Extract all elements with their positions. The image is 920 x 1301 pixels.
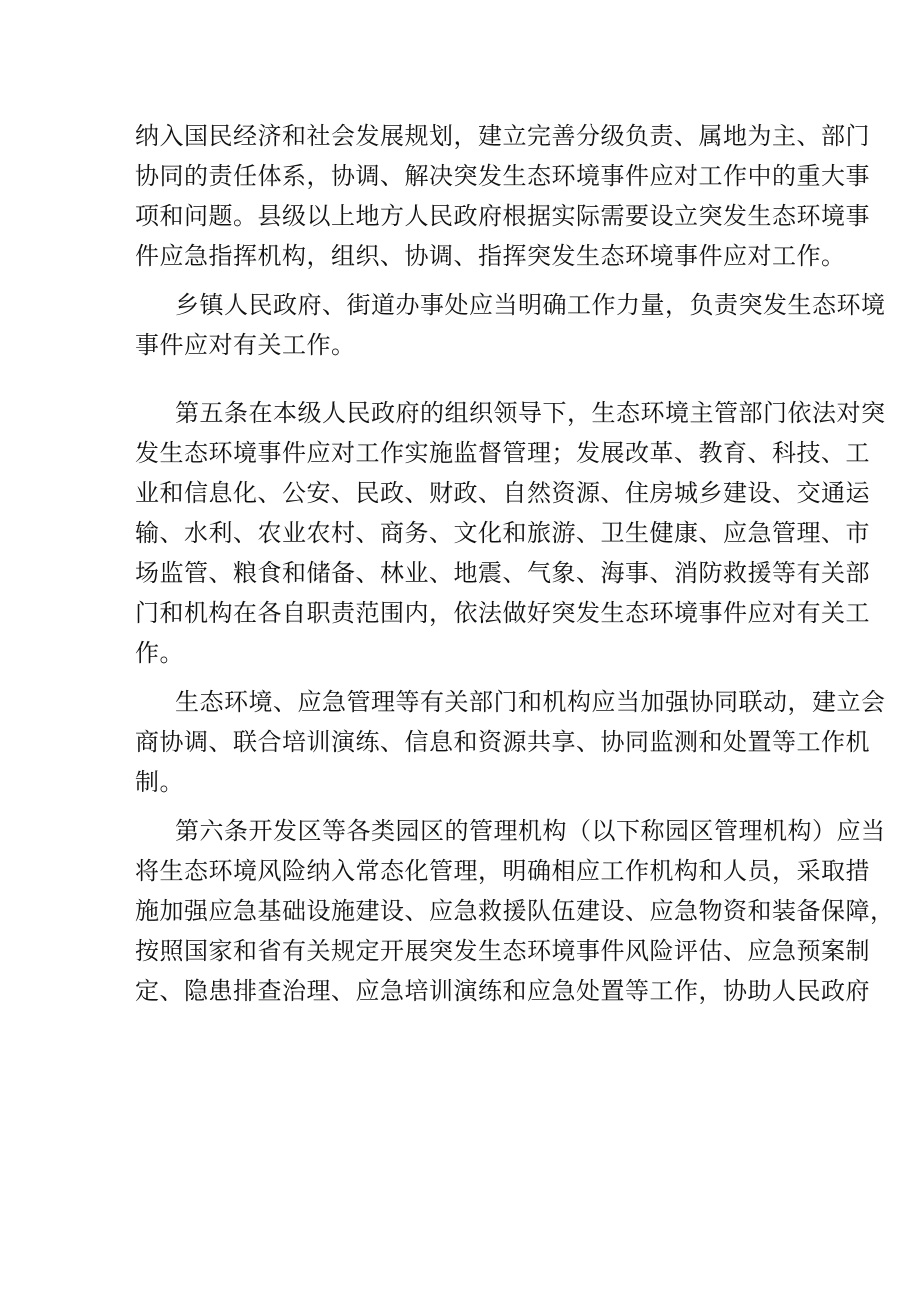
paragraph-continued	[135, 116, 870, 276]
text-line: 场监管、粮食和储备、林业、地震、气象、海事、消防救援等有关部	[135, 559, 870, 587]
paragraph-article-6	[135, 811, 895, 1011]
text-line: 乡镇人民政府、街道办事处应当明确工作力量，负责突发生态环境	[175, 291, 886, 319]
text-line: 协同的责任体系，协调、解决突发生态环境事件应对工作中的重大事	[135, 162, 870, 190]
text-line: 生态环境、应急管理等有关部门和机构应当加强协同联动，建立会	[175, 688, 886, 716]
text-line: 施加强应急基础设施建设、应急救援队伍建设、应急物资和装备保障，	[135, 897, 895, 925]
text-line: 制。	[135, 768, 184, 796]
text-line: 第五条在本级人民政府的组织领导下，生态环境主管部门依法对突	[175, 399, 886, 427]
text-line: 按照国家和省有关规定开展突发生态环境事件风险评估、应急预案制	[135, 937, 870, 965]
text-line: 定、隐患排查治理、应急培训演练和应急处置等工作，协助人民政府	[135, 977, 870, 1005]
text-line: 输、水利、农业农村、商务、文化和旅游、卫生健康、应急管理、市	[135, 519, 870, 547]
text-line: 商协调、联合培训演练、信息和资源共享、协同监测和处置等工作机	[135, 728, 870, 756]
text-line: 门和机构在各自职责范围内，依法做好突发生态环境事件应对有关工	[135, 599, 870, 627]
paragraph-article-5	[135, 393, 886, 673]
text-line: 第六条开发区等各类园区的管理机构（以下称园区管理机构）应当	[175, 817, 886, 845]
text-line: 将生态环境风险纳入常态化管理，明确相应工作机构和人员，采取措	[135, 857, 870, 885]
text-line: 发生态环境事件应对工作实施监督管理；发展改革、教育、科技、工	[135, 439, 870, 467]
text-line: 作。	[135, 639, 184, 667]
text-line: 项和问题。县级以上地方人民政府根据实际需要设立突发生态环境事	[135, 202, 870, 230]
text-line: 事件应对有关工作。	[135, 331, 356, 359]
paragraph-coordination	[135, 682, 886, 802]
text-line: 业和信息化、公安、民政、财政、自然资源、住房城乡建设、交通运	[135, 479, 870, 507]
document-body	[135, 116, 895, 1020]
text-line: 件应急指挥机构，组织、协调、指挥突发生态环境事件应对工作。	[135, 242, 846, 270]
paragraph-township	[135, 285, 886, 365]
text-line: 纳入国民经济和社会发展规划，建立完善分级负责、属地为主、部门	[135, 122, 870, 150]
